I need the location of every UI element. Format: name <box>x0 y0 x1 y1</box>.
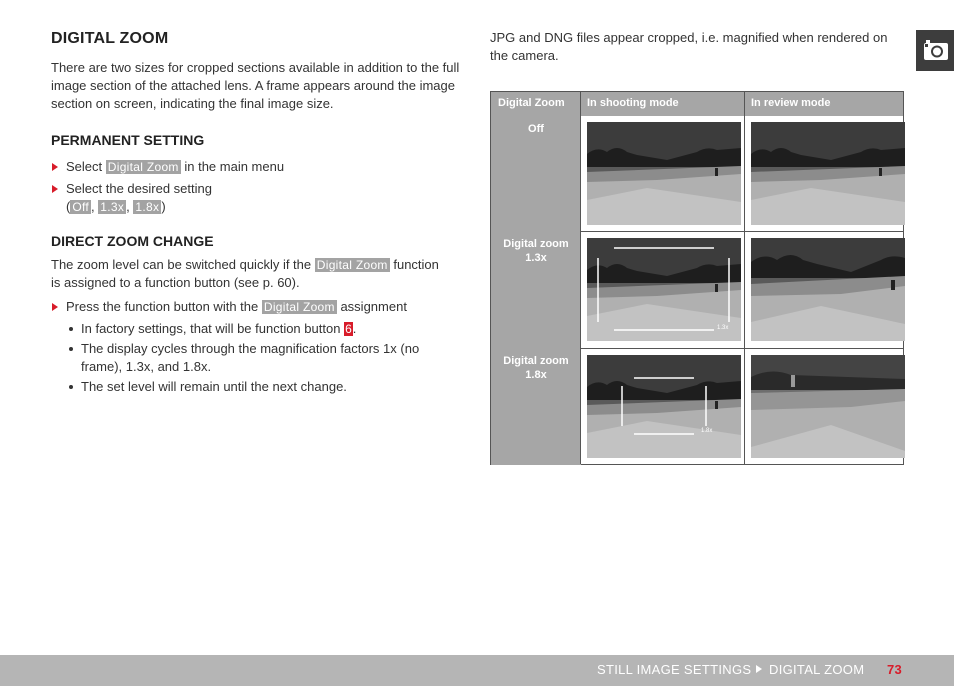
footer-section: STILL IMAGE SETTINGS <box>597 662 752 677</box>
option-off-tag: Off <box>72 200 90 214</box>
chapter-tab <box>916 30 954 71</box>
bullet-dot <box>69 327 73 331</box>
column-divider <box>580 92 581 464</box>
right-paragraph-line2: the camera. <box>490 48 559 63</box>
header-shooting-mode: In shooting mode <box>587 97 679 109</box>
header-review-mode: In review mode <box>751 97 831 109</box>
shooting-photo-off <box>587 122 741 225</box>
row-label-13x: Digital zoom 1.3x <box>503 238 569 264</box>
zoom-comparison-table <box>490 91 904 465</box>
review-photo-18x <box>751 355 905 458</box>
function-tag-digital-zoom: Digital Zoom <box>316 258 388 272</box>
bullet-display-cycles-line1: The display cycles through the magnification factors 1x (no <box>81 341 420 356</box>
right-paragraph-line1: JPG and DNG files appear cropped, i.e. magnified when rendered on <box>490 30 888 45</box>
assignment-tag-digital-zoom: Digital Zoom <box>263 300 335 314</box>
row-label-off: Off <box>528 123 544 135</box>
column-divider <box>744 92 745 464</box>
option-13x-tag: 1.3x <box>100 200 125 214</box>
camera-icon <box>916 30 954 71</box>
step-select-setting: Select the desired setting <box>66 181 212 196</box>
option-18x-tag: 1.8x <box>135 200 160 214</box>
bullet-dot <box>69 385 73 389</box>
footer-subsection: DIGITAL ZOOM <box>769 662 865 677</box>
review-photo-off <box>751 122 905 225</box>
header-digital-zoom: Digital Zoom <box>498 97 565 109</box>
permanent-setting-heading: PERMANENT SETTING <box>51 132 205 148</box>
function-button-number: 6 <box>345 322 352 336</box>
bullet-level-remains: The set level will remain until the next change. <box>81 379 347 394</box>
setting-options: ( Off , 1.3x , 1.8x ) <box>66 199 166 214</box>
arrow-right-icon <box>52 163 58 171</box>
bullet-dot <box>69 347 73 351</box>
review-photo-13x <box>751 238 905 341</box>
arrow-right-icon <box>756 665 762 673</box>
page-title: DIGITAL ZOOM <box>51 30 169 47</box>
bullet-display-cycles-line2: frame), 1.3x, and 1.8x. <box>81 359 212 374</box>
frame-label-13x: 1.3x <box>717 325 729 331</box>
direct-paragraph-line2: is assigned to a function button (see p. 60). <box>51 275 300 290</box>
page-number: 73 <box>887 662 903 677</box>
frame-label-18x: 1.8x <box>701 428 713 434</box>
intro-paragraph: There are two sizes for cropped sections available in addition to the full image section of the attached lens. A frame appears around the image section on screen, indicating the final image size. <box>51 60 460 111</box>
row-label-column <box>491 116 581 465</box>
step-select-menu: Select Digital Zoom in the main menu <box>66 159 285 174</box>
direct-zoom-heading: DIRECT ZOOM CHANGE <box>51 233 214 249</box>
shooting-photo-13x <box>587 238 741 341</box>
step-press-button: Press the function button with the Digital Zoom assignment <box>66 299 407 314</box>
menu-tag-digital-zoom: Digital Zoom <box>107 160 179 174</box>
row-divider <box>581 231 904 232</box>
row-divider <box>581 348 904 349</box>
row-label-18x: Digital zoom 1.8x <box>503 355 569 381</box>
bullet-factory-setting: In factory settings, that will be function button 6. <box>81 321 357 336</box>
direct-paragraph-line1: The zoom level can be switched quickly if the Digital Zoom function <box>51 257 439 272</box>
arrow-right-icon <box>52 185 58 193</box>
arrow-right-icon <box>52 303 58 311</box>
page-footer <box>0 655 954 686</box>
shooting-photo-18x <box>587 355 741 458</box>
